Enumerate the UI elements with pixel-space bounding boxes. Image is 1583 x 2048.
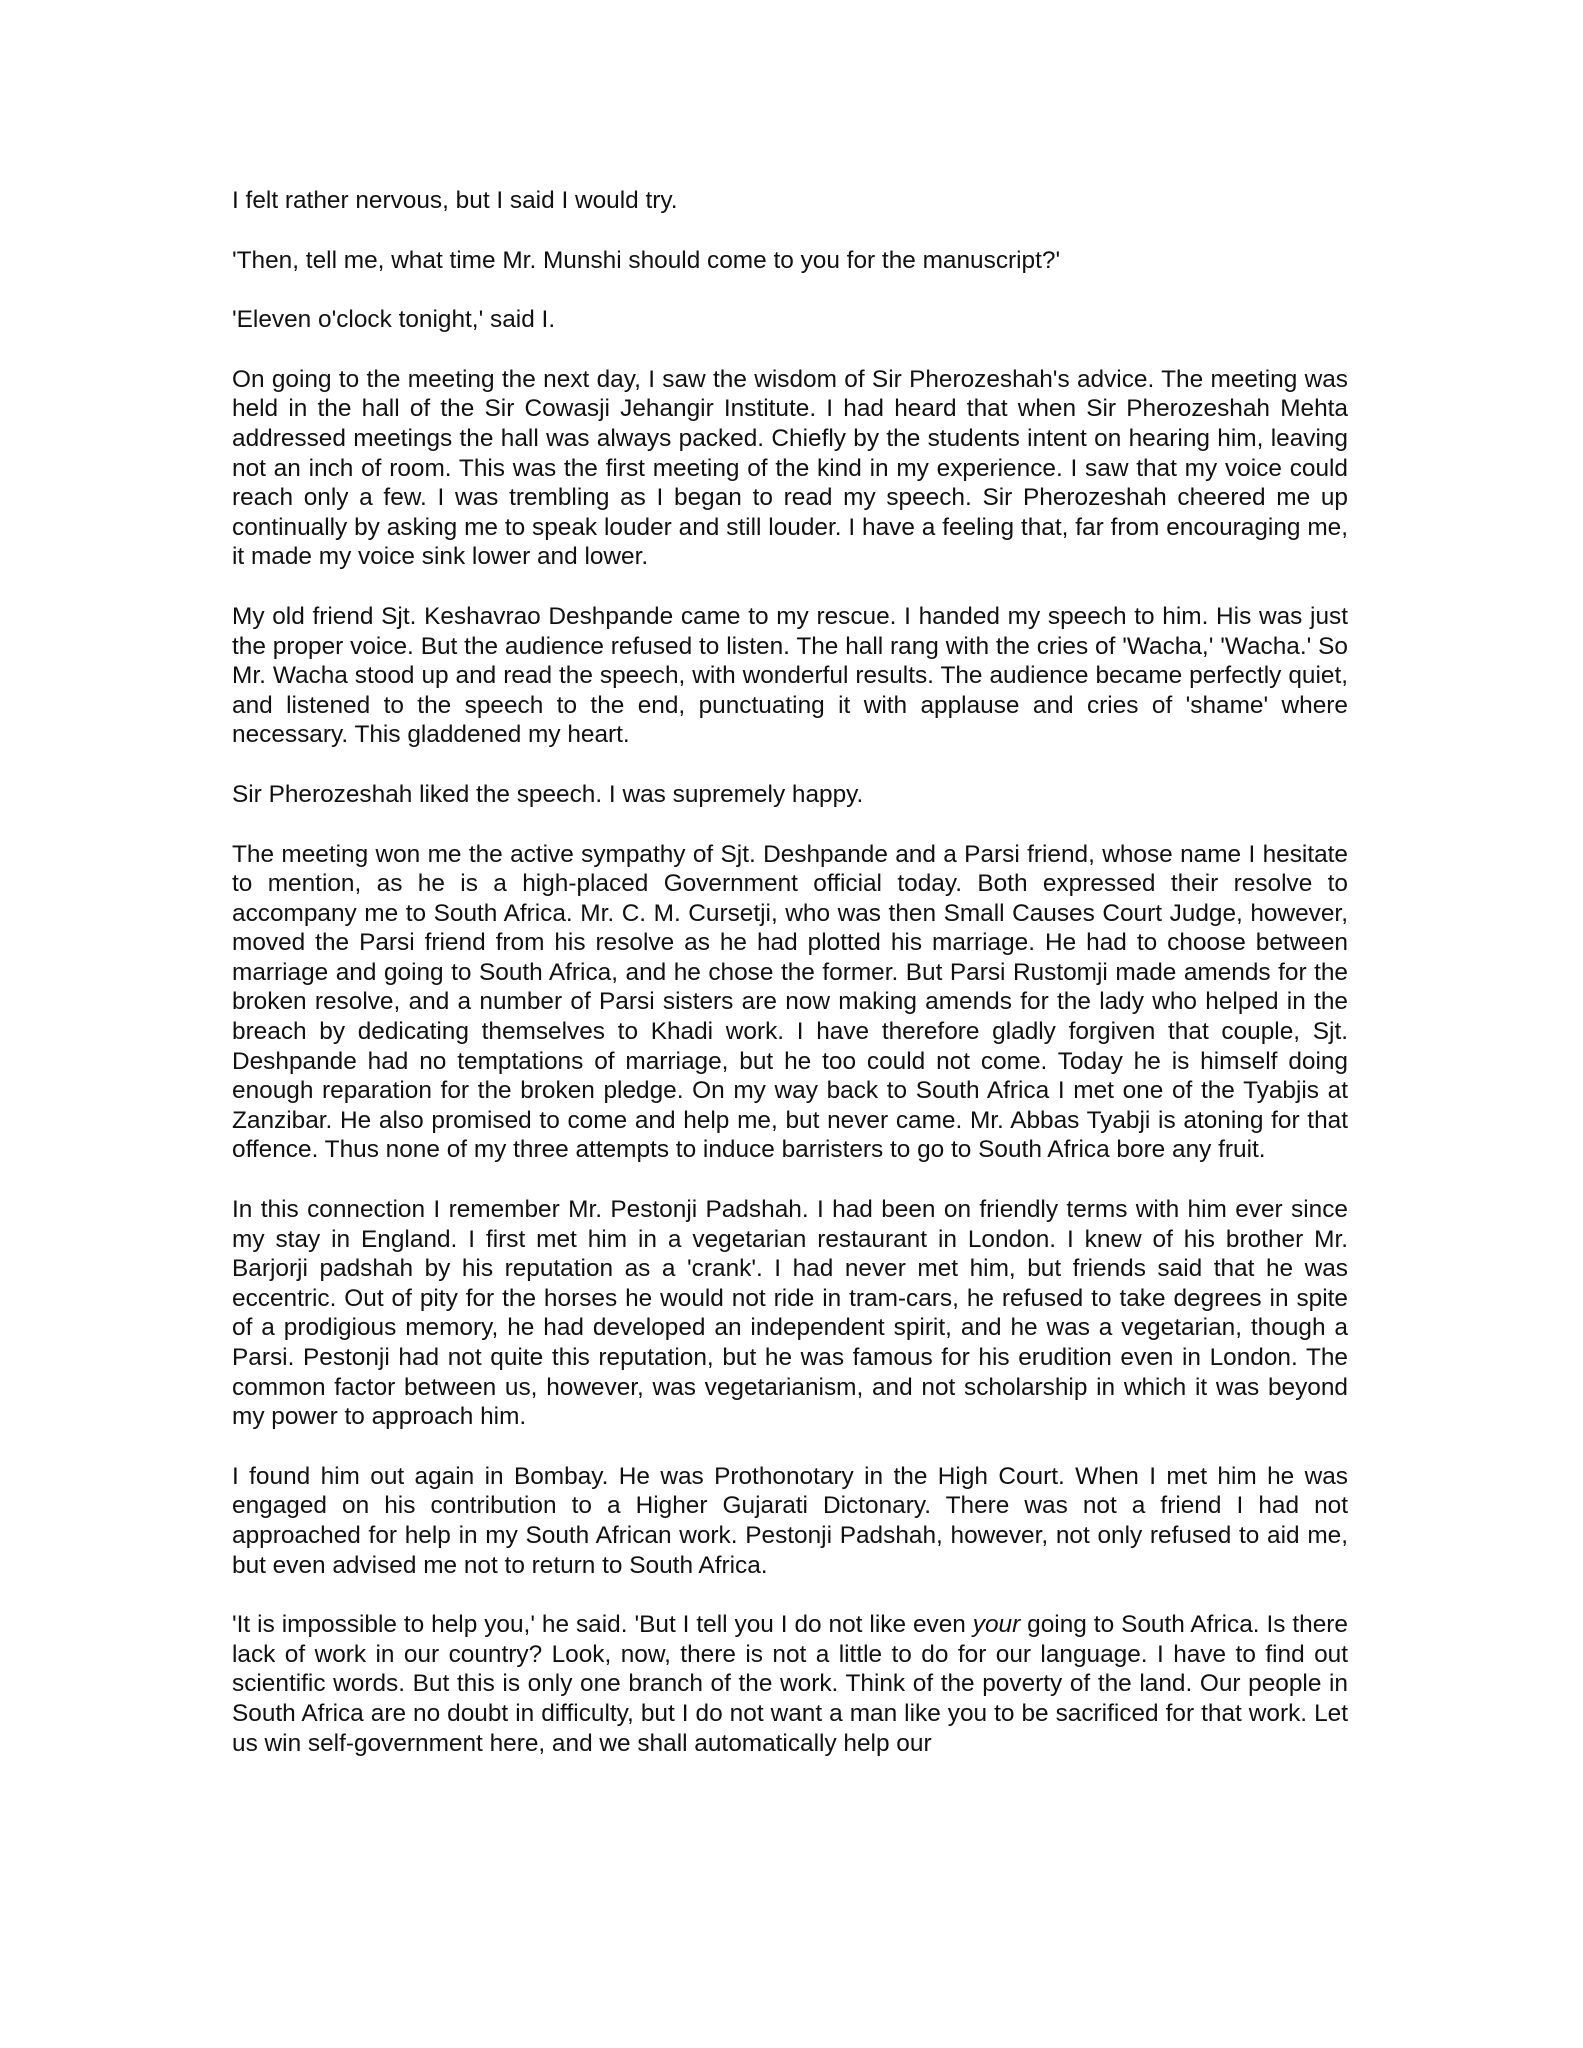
paragraph-3: 'Eleven o'clock tonight,' said I.	[232, 306, 556, 334]
paragraph-7: The meeting won me the active sympathy of Sjt. Deshpande and a Parsi friend, whose name I hesitate to mention, as he is a high-placed Government official today. Both expressed their resolve to accompany me to South Africa. Mr. C. M. Cursetji, who was then Small Causes Court Judge, however, moved the Parsi friend from his resolve as he had plotted his marriage. He had to choose between marriage and going to South Africa, and he chose the former. But Parsi Rustomji made amends for the broken resolve, and a number of Parsi sisters are now making amends for the lady who helped in the breach by dedicating themselves to Khadi work. I have therefore gladly forgiven that couple, Sjt. Deshpande had no temptations of marriage, but he too could not come. Today he is himself doing enough reparation for the broken pledge. On my way back to South Africa I met one of the Tyabjis at Zanzibar. He also promised to come and help me, but never came. Mr. Abbas Tyabji is atoning for that offence. Thus none of my three attempts to induce barristers to go to South Africa bore any fruit.	[232, 840, 1348, 1164]
paragraph-8: In this connection I remember Mr. Pestonji Padshah. I had been on friendly terms with him ever since my stay in England. I first met him in a vegetarian restaurant in London. I knew of his brother Mr. Barjorji padshah by his reputation as a 'crank'. I had never met him, but friends said that he was eccentric. Out of pity for the horses he would not ride in tram-cars, he refused to take degrees in spite of a prodigious memory, he had developed an independent spirit, and he was a vegetarian, though a Parsi. Pestonji had not quite this reputation, but he was famous for his erudition even in London. The common factor between us, however, was vegetarianism, and not scholarship in which it was beyond my power to approach him.	[232, 1196, 1348, 1431]
paragraph-1: I felt rather nervous, but I said I would try.	[232, 187, 678, 214]
paragraph-10-emphasis: your	[972, 1611, 1021, 1639]
paragraph-6: Sir Pherozeshah liked the speech. I was supremely happy.	[232, 780, 864, 808]
paragraph-10-after: going to South Africa. Is there lack of work in our country? Look, now, there is not a little to do for our language. I have to find out scientific words. But this is only one branch of the work. Think of the poverty of the land. Our people in South Africa are no doubt in difficulty, but I do not want a man like you to be sacrificed for that work. Let us win self-government here, and we shall automatically help our	[232, 1611, 1348, 1757]
paragraph-9: I found him out again in Bombay. He was Prothonotary in the High Court. When I met him he was engaged on his contribution to a Higher Gujarati Dictonary. There was not a friend I had not approached for help in my South African work. Pestonji Padshah, however, not only refused to aid me, but even advised me not to return to South Africa.	[232, 1462, 1348, 1579]
paragraph-2: 'Then, tell me, what time Mr. Munshi should come to you for the manuscript?'	[232, 246, 1061, 274]
document-page	[232, 186, 1348, 1788]
paragraph-10-before: 'It is impossible to help you,' he said. 'But I tell you I do not like even	[232, 1611, 973, 1639]
paragraph-4: On going to the meeting the next day, I saw the wisdom of Sir Pherozeshah's advice. The meeting was held in the hall of the Sir Cowasji Jehangir Institute. I had heard that when Sir Pherozeshah Mehta addressed meetings the hall was always packed. Chiefly by the students intent on hearing him, leaving not an inch of room. This was the first meeting of the kind in my experience. I saw that my voice could reach only a few. I was trembling as I began to read my speech. Sir Pherozeshah cheered me up continually by asking me to speak louder and still louder. I have a feeling that, far from encouraging me, it made my voice sink lower and lower.	[232, 365, 1348, 571]
paragraph-10	[232, 1610, 1348, 1758]
paragraph-5: My old friend Sjt. Keshavrao Deshpande came to my rescue. I handed my speech to him. His was just the proper voice. But the audience refused to listen. The hall rang with the cries of 'Wacha,' 'Wacha.' So Mr. Wacha stood up and read the speech, with wonderful results. The audience became perfectly quiet, and listened to the speech to the end, punctuating it with applause and cries of 'shame' where necessary. This gladdened my heart.	[232, 602, 1348, 749]
